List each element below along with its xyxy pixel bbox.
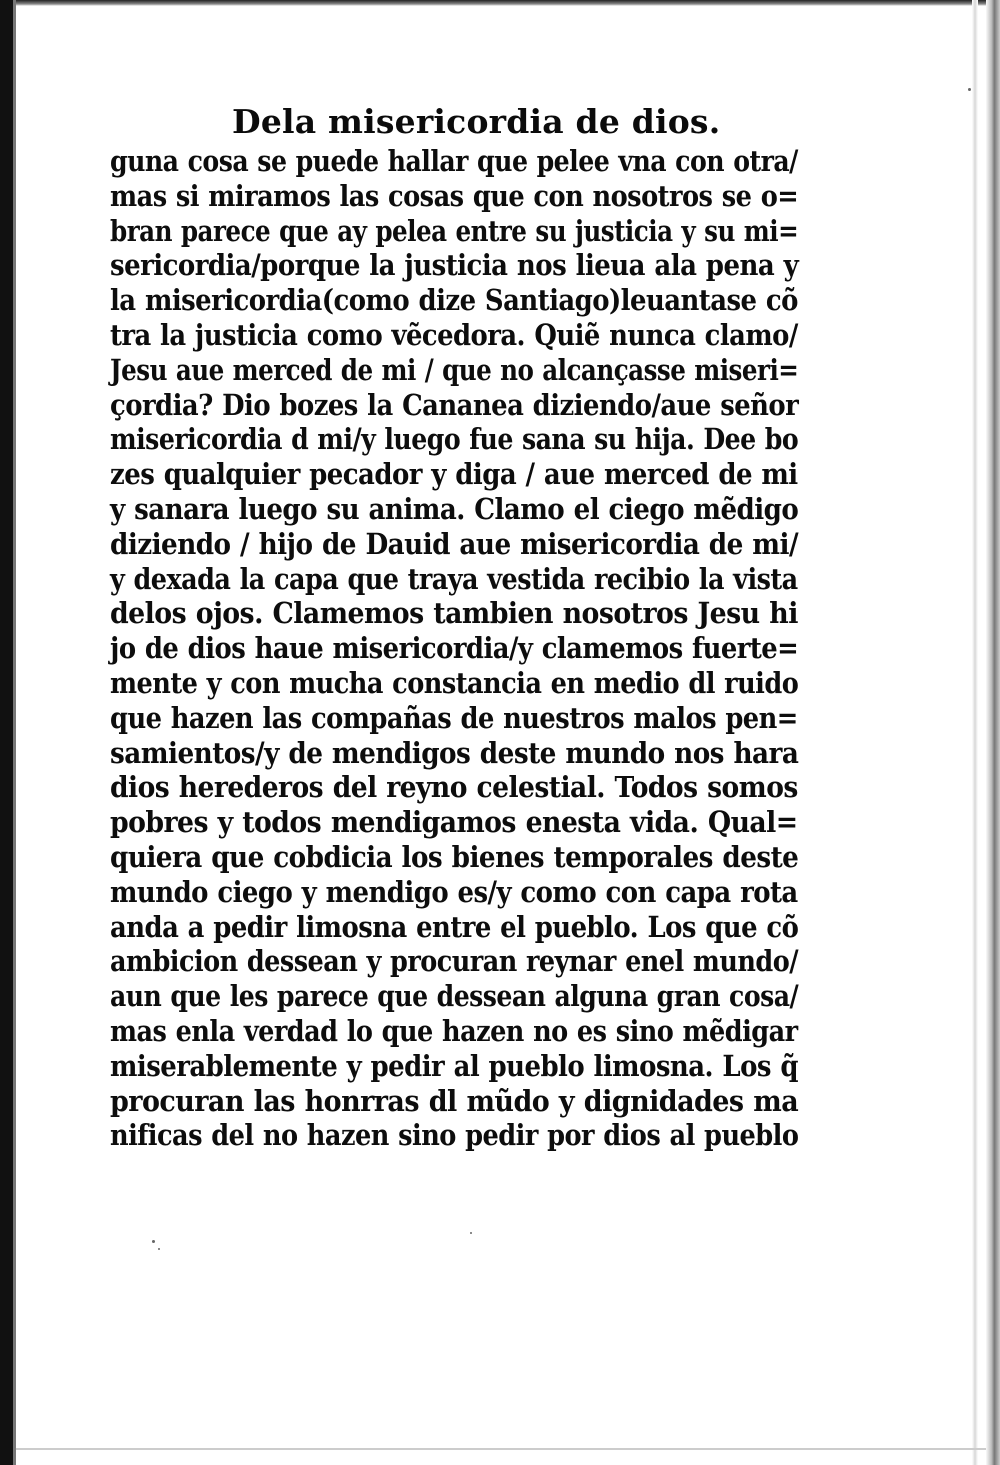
text-line: miserablemente y pedir al pueblo limosna. Los q̃ bbox=[110, 1048, 798, 1083]
scan-edge-left bbox=[0, 0, 13, 1465]
ink-speck bbox=[470, 1232, 472, 1234]
text-line: que hazen las compañas de nuestros malos pen= bbox=[110, 700, 798, 735]
printed-page bbox=[110, 100, 810, 1153]
text-line: y sanara luego su anima. Clamo el ciego mẽdigo bbox=[110, 491, 799, 526]
text-line: guna cosa se puede hallar que pelee vna con otra/ bbox=[110, 144, 798, 178]
text-line: diziendo / hijo de Dauid aue misericordia de mi/ bbox=[110, 526, 798, 561]
text-line: mas si miramos las cosas que con nosotros se o= bbox=[110, 178, 799, 213]
running-head: Dela misericordia de dios. bbox=[232, 102, 721, 141]
text-line: pobres y todos mendigamos enesta vida. Qual= bbox=[110, 805, 798, 840]
text-line: mundo ciego y mendigo es/y como con capa rota bbox=[110, 874, 798, 909]
text-line: Jesu aue merced de mi / que no alcançasse miseri= bbox=[110, 352, 799, 387]
text-block bbox=[110, 144, 810, 1153]
page-bottom-edge bbox=[16, 1448, 986, 1450]
ink-speck bbox=[152, 1240, 155, 1243]
text-line: y dexada la capa que traya vestida recibio la vista bbox=[110, 561, 798, 596]
text-line: tra la justicia como vẽcedora. Quiẽ nunca clamo/ bbox=[110, 317, 798, 352]
text-line: aun que les parece que dessean alguna gran cosa/ bbox=[110, 979, 799, 1014]
text-line: procuran las honrras dl mũdo y dignidades ma bbox=[110, 1083, 799, 1118]
text-line: jo de dios haue misericordia/y clamemos fuerte= bbox=[110, 631, 799, 666]
text-line: la misericordia(como dize Santiago)leuantase cõ bbox=[110, 283, 798, 318]
text-line: sericordia/porque la justicia nos lieua ala pena y bbox=[110, 248, 799, 283]
ink-speck bbox=[968, 88, 971, 91]
text-line: mas enla verdad lo que hazen no es sino mẽdigar bbox=[110, 1013, 798, 1048]
scan-edge-top bbox=[0, 0, 1000, 6]
text-line: zes qualquier pecador y diga / aue merced de mi bbox=[110, 457, 798, 492]
text-line: quiera que cobdicia los bienes temporales deste bbox=[110, 839, 799, 874]
text-line: dios herederos del reyno celestial. Todos somos bbox=[110, 770, 798, 805]
text-line: samientos/y de mendigos deste mundo nos hara bbox=[110, 735, 799, 770]
text-line: delos ojos. Clamemos tambien nosotros Jesu hi bbox=[110, 596, 798, 631]
text-line: anda a pedir limosna entre el pueblo. Los que cõ bbox=[110, 909, 799, 944]
page-fold-shadow bbox=[972, 0, 978, 1465]
text-line: çordia? Dio bozes la Cananea diziendo/aue señor bbox=[110, 387, 799, 422]
text-line: mente y con mucha constancia en medio dl ruido bbox=[110, 665, 799, 700]
text-line: bran parece que ay pelea entre su justicia y su mi= bbox=[110, 213, 799, 248]
text-line: misericordia d mi/y luego fue sana su hija. Dee bo bbox=[110, 422, 799, 457]
scan-edge-right bbox=[986, 0, 1000, 1465]
ink-speck bbox=[158, 1248, 160, 1250]
text-line: ambicion dessean y procuran reynar enel mundo/ bbox=[110, 944, 799, 979]
text-line: nificas del no hazen sino pedir por dios al pueblo bbox=[110, 1118, 799, 1153]
